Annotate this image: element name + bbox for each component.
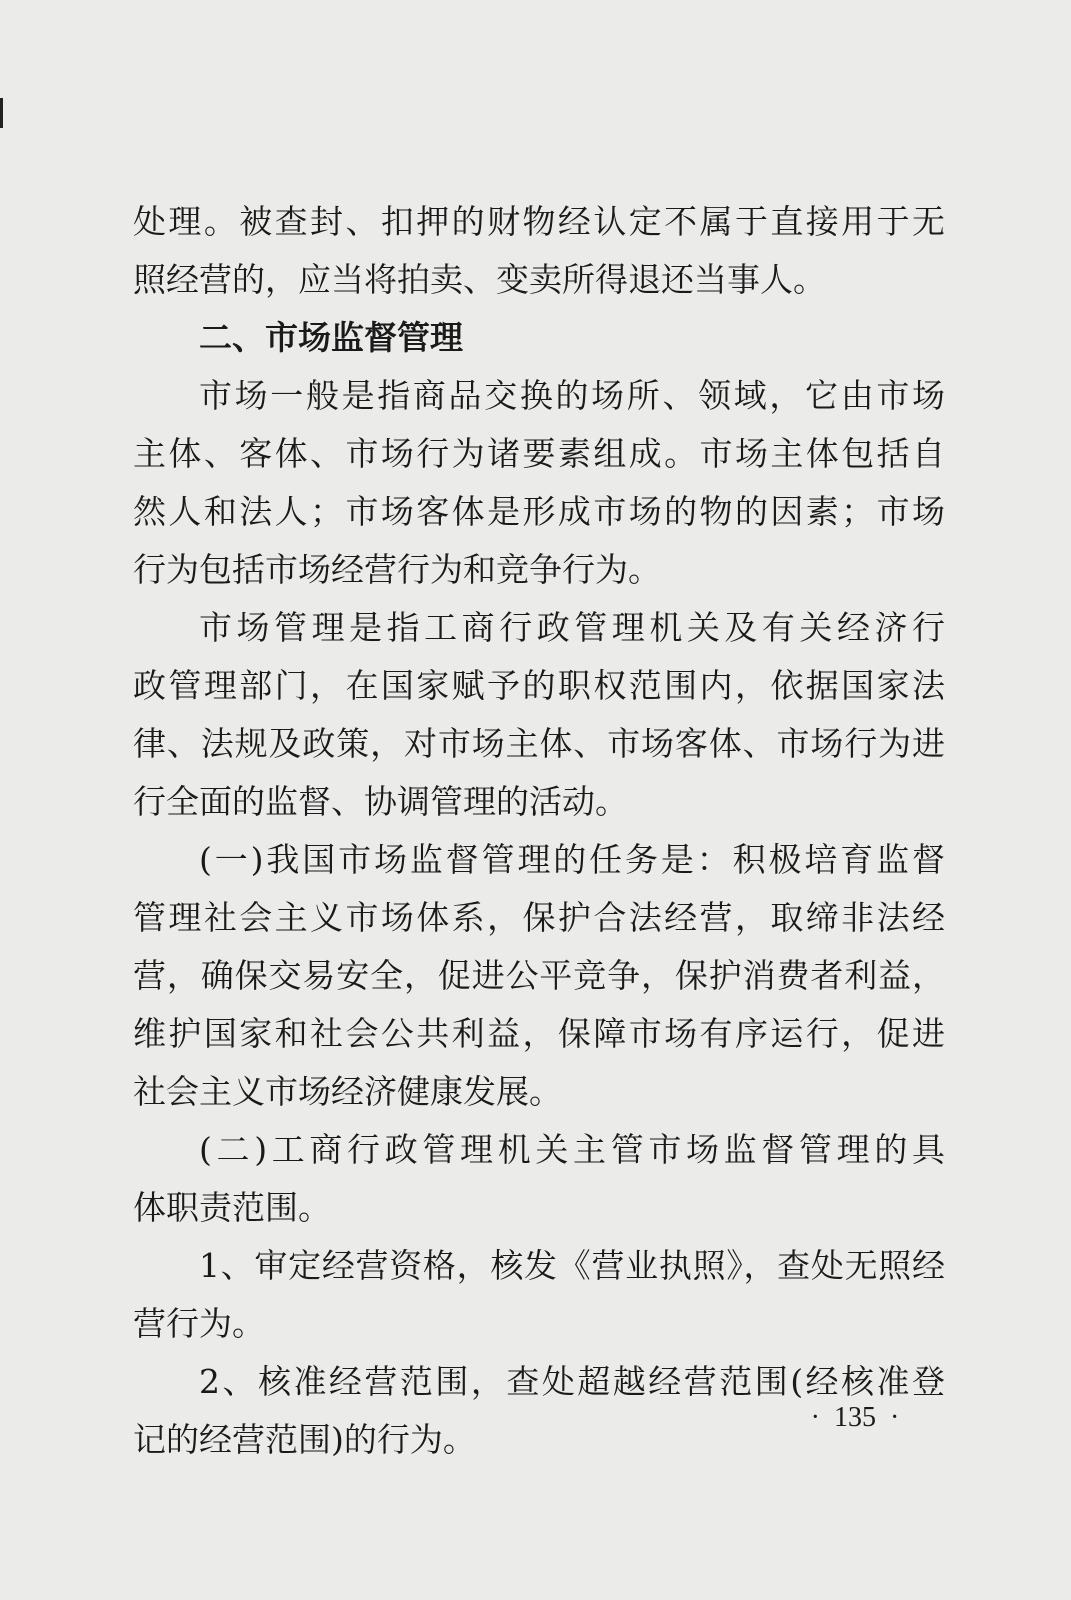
text-line: 社会主义市场经济健康发展。 — [133, 1072, 562, 1111]
text-line: 律、法规及政策，对市场主体、市场客体、市场行为进 — [133, 724, 945, 763]
page-number-dot-right: · — [890, 1402, 900, 1433]
text-line: 体职责范围。 — [133, 1188, 331, 1227]
body-text — [133, 193, 945, 1469]
page-number-dot-left: · — [810, 1402, 820, 1433]
text-line: 行为包括市场经营行为和竞争行为。 — [133, 550, 661, 589]
text-line: 管理社会主义市场体系，保护合法经营，取缔非法经 — [133, 898, 945, 937]
text-line: (一)我国市场监督管理的任务是：积极培育监督 — [199, 840, 945, 879]
page-number-value: 135 — [834, 1402, 876, 1433]
text-line: 市场管理是指工商行政管理机关及有关经济行 — [199, 608, 945, 647]
text-line: 照经营的，应当将拍卖、变卖所得退还当事人。 — [133, 260, 826, 299]
text-line: 市场一般是指商品交换的场所、领域，它由市场 — [199, 376, 945, 415]
page-number — [790, 1398, 920, 1438]
text-line: 行全面的监督、协调管理的活动。 — [133, 782, 628, 821]
text-line: (二)工商行政管理机关主管市场监督管理的具 — [199, 1130, 945, 1169]
text-line: 1、审定经营资格，核发《营业执照》，查处无照经 — [199, 1246, 945, 1285]
text-line: 政管理部门，在国家赋予的职权范围内，依据国家法 — [133, 666, 945, 705]
text-line: 然人和法人；市场客体是形成市场的物的因素；市场 — [133, 492, 945, 531]
text-line: 2、核准经营范围，查处超越经营范围(经核准登 — [199, 1362, 945, 1401]
page-edge-mark — [0, 98, 3, 128]
section-heading: 二、市场监督管理 — [199, 318, 463, 357]
text-line: 处理。被查封、扣押的财物经认定不属于直接用于无 — [133, 202, 945, 241]
text-line: 主体、客体、市场行为诸要素组成。市场主体包括自 — [133, 434, 945, 473]
text-line: 营，确保交易安全，促进公平竞争，保护消费者利益， — [133, 956, 945, 995]
text-line: 记的经营范围)的行为。 — [133, 1420, 476, 1459]
text-line: 维护国家和社会公共利益，保障市场有序运行，促进 — [133, 1014, 945, 1053]
text-line: 营行为。 — [133, 1304, 265, 1343]
